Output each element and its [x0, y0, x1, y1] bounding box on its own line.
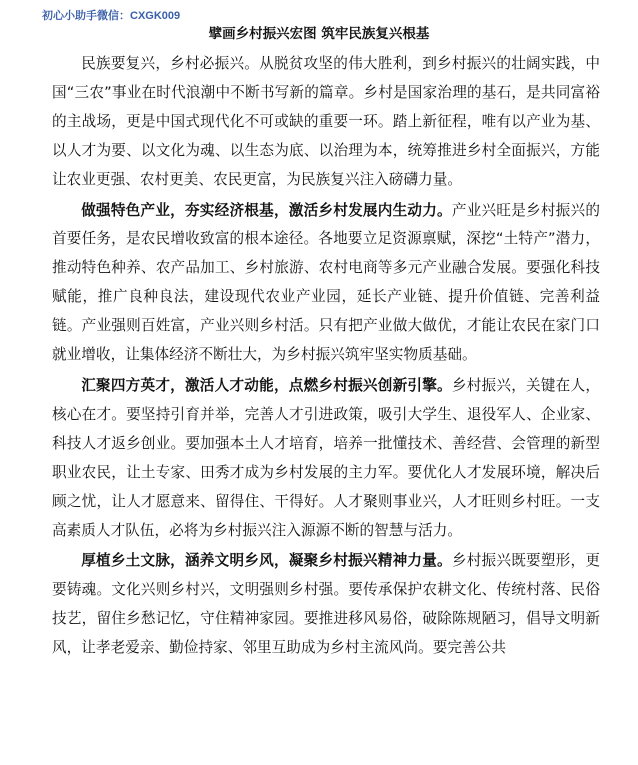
paragraph-lead: 厚植乡土文脉，涵养文明乡风，凝聚乡村振兴精神力量。	[81, 552, 452, 570]
paragraph-talent	[52, 372, 600, 545]
paragraph-text: 产业兴旺是乡村振兴的首要任务，是农民增收致富的根本途径。各地要立足资源禀赋，深挖“土特产”潜力，推动特色种养、农产品加工、乡村旅游、农村电商等多元产业融合发展。要强化科技赋能，推广良种良法，建设现代农业产业园，延长产业链、提升价值链、完善利益链。产业强则百姓富，产业兴则乡村活。只有把产业做大做优，才能让农民在家门口就业增收，让集体经济不断壮大，为乡村振兴筑牢坚实物质基础。	[52, 201, 600, 364]
watermark-text: 初心小助手微信：CXGK009	[42, 10, 181, 22]
paragraph-text: 民族要复兴，乡村必振兴。从脱贫攻坚的伟大胜利，到乡村振兴的壮阔实践，中国“三农”事业在时代浪潮中不断书写新的篇章。乡村是国家治理的基石，是共同富裕的主战场，更是中国式现代化不可或缺的重要一环。踏上新征程，唯有以产业为基、以人才为要、以文化为魂、以生态为底、以治理为本，统筹推进乡村全面振兴，方能让农业更强、农村更美、农民更富，为民族复兴注入磅礴力量。	[52, 55, 600, 188]
paragraph-lead: 汇聚四方英才，激活人才动能，点燃乡村振兴创新引擎。	[81, 376, 452, 394]
paragraph-intro	[52, 50, 600, 195]
paragraph-industry	[52, 197, 600, 370]
paragraph-text: 乡村振兴既要塑形，更要铸魂。文化兴则乡村兴，文明强则乡村强。要传承保护农耕文化、传统村落、民俗技艺，留住乡愁记忆，守住精神家园。要推进移风易俗，破除陈规陋习，倡导文明新风，让孝老爱亲、勤俭持家、邻里互助成为乡村主流风尚。要完善公共	[52, 552, 600, 657]
article-title: 擘画乡村振兴宏图 筑牢民族复兴根基	[208, 26, 430, 42]
paragraph-lead: 做强特色产业，夯实经济根基，激活乡村发展内生动力。	[81, 201, 452, 219]
article-body	[52, 50, 600, 665]
paragraph-text: 乡村振兴，关键在人，核心在才。要坚持引育并举，完善人才引进政策，吸引大学生、退役军人、企业家、科技人才返乡创业。要加强本土人才培育，培养一批懂技术、善经营、会管理的新型职业农民，让土专家、田秀才成为乡村发展的主力军。要优化人才发展环境，解决后顾之忧，让人才愿意来、留得住、干得好。人才聚则事业兴，人才旺则乡村旺。一支高素质人才队伍，必将为乡村振兴注入源源不断的智慧与活力。	[52, 376, 600, 539]
paragraph-culture	[52, 547, 600, 663]
